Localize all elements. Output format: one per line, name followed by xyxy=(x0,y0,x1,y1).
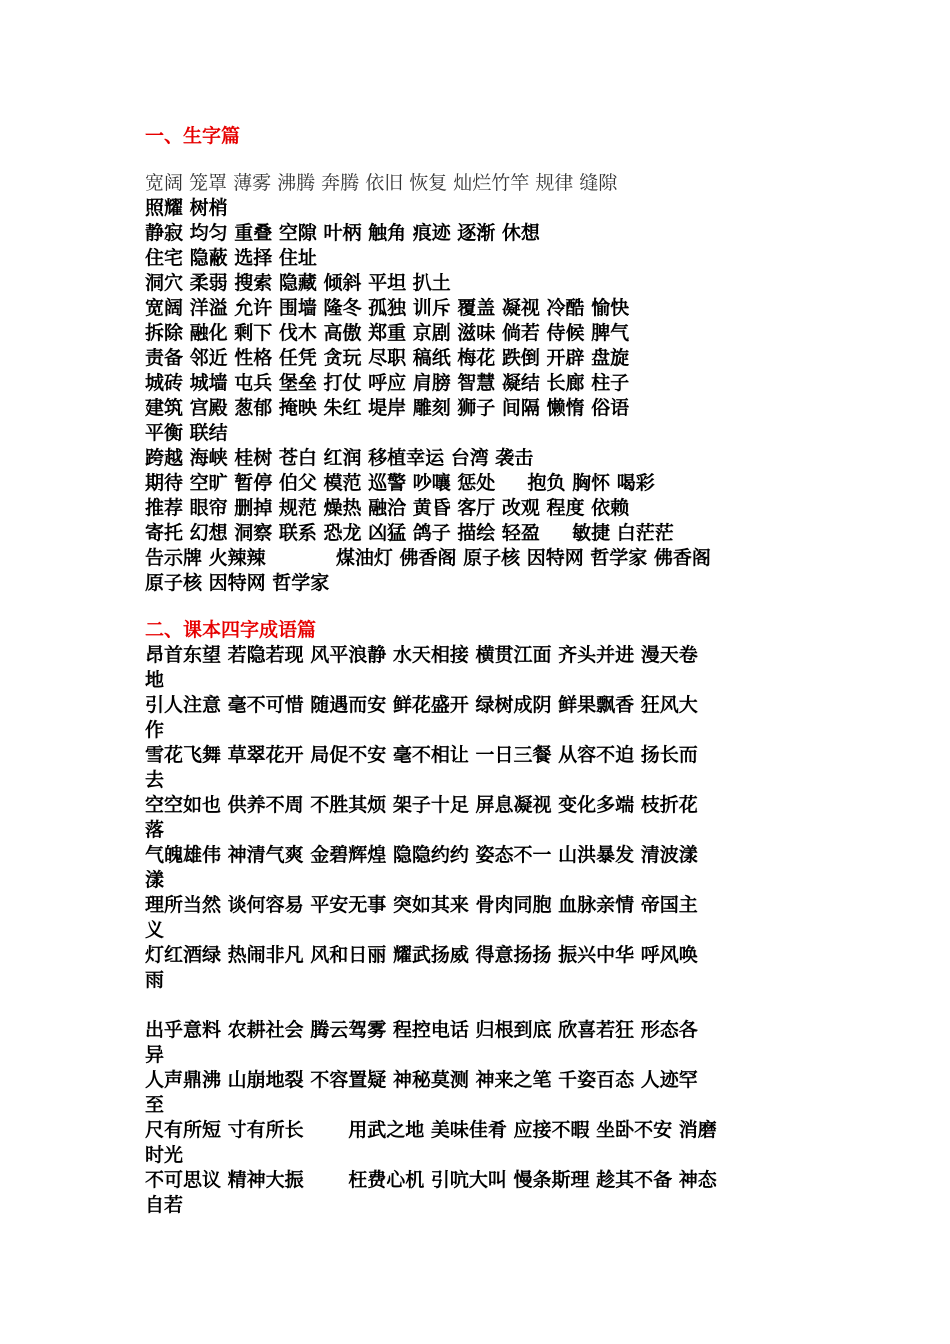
idiom-line: 至 xyxy=(145,1094,165,1116)
word-line: 跨越 海峡 桂树 苍白 红润 移植幸运 台湾 袭击 xyxy=(145,447,534,469)
idiom-line: 地 xyxy=(145,669,165,691)
idiom-line: 昂首东望 若隐若现 风平浪静 水天相接 横贯江面 齐头并进 漫天卷 xyxy=(145,644,698,666)
idiom-line: 去 xyxy=(145,769,165,791)
word-line: 推荐 眼帘 删掉 规范 燥热 融洽 黄昏 客厅 改观 程度 依赖 xyxy=(145,497,630,519)
word-line: 建筑 宫殿 葱郁 掩映 朱红 堤岸 雕刻 狮子 间隔 懒惰 俗语 xyxy=(145,397,630,419)
idiom-line: 引人注意 毫不可惜 随遇而安 鲜花盛开 绿树成阴 鲜果飘香 狂风大 xyxy=(145,694,698,716)
idiom-line: 灯红酒绿 热闹非凡 风和日丽 耀武扬威 得意扬扬 振兴中华 呼风唤 xyxy=(145,944,698,966)
word-line: 住宅 隐蔽 选择 住址 xyxy=(145,247,317,269)
word-line: 寄托 幻想 洞察 联系 恐龙 凶猛 鸽子 描绘 轻盈 敏捷 白茫茫 xyxy=(145,522,674,544)
idiom-line: 空空如也 供养不周 不胜其烦 架子十足 屏息凝视 变化多端 枝折花 xyxy=(145,794,698,816)
word-line: 宽阔 洋溢 允许 围墙 隆冬 孤独 训斥 覆盖 凝视 冷酷 愉快 xyxy=(145,297,630,319)
word-line: 城砖 城墙 屯兵 堡垒 打仗 呼应 肩膀 智慧 凝结 长廊 柱子 xyxy=(145,372,630,394)
spacer xyxy=(145,149,825,171)
idiom-line: 异 xyxy=(145,1044,165,1066)
idiom-line: 雨 xyxy=(145,969,165,991)
word-line: 宽阔 笼罩 薄雾 沸腾 奔腾 依旧 恢复 灿烂竹竿 规律 缝隙 xyxy=(145,172,618,194)
word-line: 告示牌 火辣辣 煤油灯 佛香阁 原子核 因特网 哲学家 佛香阁 xyxy=(145,547,711,569)
spacer xyxy=(145,993,825,1018)
idioms-list-a xyxy=(145,643,825,993)
idiom-line: 人声鼎沸 山崩地裂 不容置疑 神秘莫测 神来之笔 千姿百态 人迹罕 xyxy=(145,1069,698,1091)
section-heading-idioms: 二、课本四字成语篇 xyxy=(145,619,317,641)
idiom-line: 时光 xyxy=(145,1144,184,1166)
word-line: 责备 邻近 性格 任凭 贪玩 尽职 稿纸 梅花 跌倒 开辟 盘旋 xyxy=(145,347,630,369)
word-line: 拆除 融化 剩下 伐木 高傲 郑重 京剧 滋味 倘若 侍候 脾气 xyxy=(145,322,630,344)
spacer xyxy=(145,596,825,618)
idiom-line: 尺有所短 寸有所长 用武之地 美味佳肴 应接不暇 坐卧不安 消磨 xyxy=(145,1119,717,1141)
idiom-line: 理所当然 谈何容易 平安无事 突如其来 骨肉同胞 血脉亲情 帝国主 xyxy=(145,894,698,916)
idiom-line: 作 xyxy=(145,719,165,741)
word-line: 期待 空旷 暂停 伯父 模范 巡警 吵嚷 惩处 抱负 胸怀 喝彩 xyxy=(145,472,655,494)
word-line: 洞穴 柔弱 搜索 隐藏 倾斜 平坦 扒土 xyxy=(145,272,451,294)
idiom-line: 出乎意料 农耕社会 腾云驾雾 程控电话 归根到底 欣喜若狂 形态各 xyxy=(145,1019,698,1041)
word-line: 静寂 均匀 重叠 空隙 叶柄 触角 痕迹 逐渐 休想 xyxy=(145,222,540,244)
word-line: 照耀 树梢 xyxy=(145,197,228,219)
new-characters-list xyxy=(145,171,825,596)
word-line: 原子核 因特网 哲学家 xyxy=(145,572,330,594)
idiom-line: 落 xyxy=(145,819,165,841)
section-heading-new-characters: 一、生字篇 xyxy=(145,125,241,147)
document-page xyxy=(145,124,825,1218)
idiom-line: 自若 xyxy=(145,1194,184,1216)
word-line: 平衡 联结 xyxy=(145,422,228,444)
idiom-line: 义 xyxy=(145,919,165,941)
idiom-line: 不可思议 精神大振 枉费心机 引吭大叫 慢条斯理 趁其不备 神态 xyxy=(145,1169,717,1191)
idioms-list-b xyxy=(145,1018,825,1218)
idiom-line: 气魄雄伟 神清气爽 金碧辉煌 隐隐约约 姿态不一 山洪暴发 清波漾 xyxy=(145,844,698,866)
idiom-line: 漾 xyxy=(145,869,165,891)
idiom-line: 雪花飞舞 草翠花开 局促不安 毫不相让 一日三餐 从容不迫 扬长而 xyxy=(145,744,698,766)
